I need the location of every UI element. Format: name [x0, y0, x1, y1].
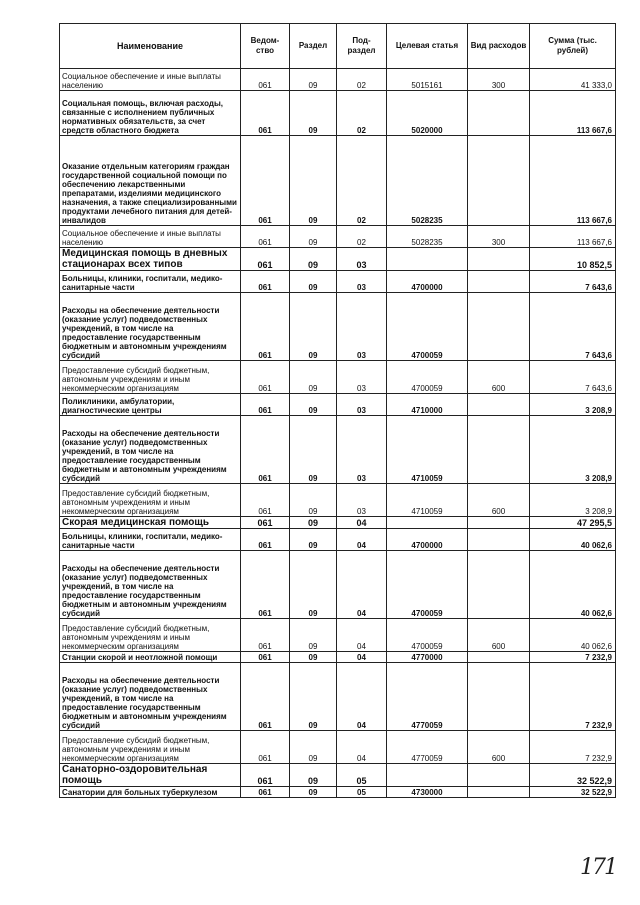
table-row — [60, 663, 616, 731]
cell-podrazdel: 02 — [337, 91, 387, 136]
cell-vid: 300 — [468, 226, 530, 248]
cell-name: Предоставление субсидий бюджетным, автономным учреждениям и иным некоммерческим организациям — [60, 619, 241, 652]
cell-cel — [387, 764, 468, 787]
cell-name: Расходы на обеспечение деятельности (оказание услуг) подведомственных учреждений, в том числе на предоставление государственным бюджетным и автономным учреждениям субсидий — [60, 663, 241, 731]
cell-vid: 600 — [468, 484, 530, 517]
cell-cel: 5015161 — [387, 69, 468, 91]
cell-name: Предоставление субсидий бюджетным, автономным учреждениям и иным некоммерческим организациям — [60, 484, 241, 517]
cell-vid — [468, 248, 530, 271]
cell-name: Расходы на обеспечение деятельности (оказание услуг) подведомственных учреждений, в том числе на предоставление государственным бюджетным и автономным учреждениям субсидий — [60, 293, 241, 361]
cell-ved: 061 — [241, 517, 290, 529]
cell-vid — [468, 517, 530, 529]
cell-name: Предоставление субсидий бюджетным, автономным учреждениям и иным некоммерческим организациям — [60, 361, 241, 394]
cell-razdel: 09 — [290, 361, 337, 394]
cell-vid — [468, 652, 530, 663]
cell-cel: 4700059 — [387, 293, 468, 361]
cell-summa: 40 062,6 — [530, 619, 616, 652]
cell-cel: 4700059 — [387, 361, 468, 394]
cell-ved: 061 — [241, 652, 290, 663]
cell-ved: 061 — [241, 69, 290, 91]
table-row — [60, 517, 616, 529]
cell-summa: 41 333,0 — [530, 69, 616, 91]
cell-podrazdel: 03 — [337, 293, 387, 361]
cell-podrazdel: 03 — [337, 271, 387, 293]
cell-ved: 061 — [241, 551, 290, 619]
table-row — [60, 271, 616, 293]
cell-cel: 5020000 — [387, 91, 468, 136]
cell-podrazdel: 03 — [337, 416, 387, 484]
cell-vid: 300 — [468, 69, 530, 91]
cell-summa: 3 208,9 — [530, 484, 616, 517]
cell-podrazdel: 03 — [337, 394, 387, 416]
cell-podrazdel: 04 — [337, 529, 387, 551]
cell-podrazdel: 05 — [337, 764, 387, 787]
cell-summa: 40 062,6 — [530, 529, 616, 551]
cell-vid — [468, 271, 530, 293]
cell-name: Санатории для больных туберкулезом — [60, 787, 241, 798]
cell-summa: 32 522,9 — [530, 787, 616, 798]
cell-vid — [468, 293, 530, 361]
cell-vid: 600 — [468, 731, 530, 764]
table-row — [60, 416, 616, 484]
cell-razdel: 09 — [290, 663, 337, 731]
cell-ved: 061 — [241, 136, 290, 226]
cell-name: Социальное обеспечение и иные выплаты населению — [60, 226, 241, 248]
cell-summa: 7 643,6 — [530, 271, 616, 293]
cell-name: Санаторно-оздоровительная помощь — [60, 764, 241, 787]
budget-table — [59, 23, 616, 798]
table-row — [60, 551, 616, 619]
cell-razdel: 09 — [290, 248, 337, 271]
cell-podrazdel: 04 — [337, 663, 387, 731]
cell-razdel: 09 — [290, 787, 337, 798]
cell-ved: 061 — [241, 248, 290, 271]
cell-cel: 4770059 — [387, 731, 468, 764]
cell-summa: 7 232,9 — [530, 652, 616, 663]
table-row — [60, 764, 616, 787]
cell-vid — [468, 663, 530, 731]
cell-name: Социальное обеспечение и иные выплаты населению — [60, 69, 241, 91]
table-row — [60, 226, 616, 248]
cell-razdel: 09 — [290, 91, 337, 136]
cell-vid — [468, 416, 530, 484]
table-row — [60, 484, 616, 517]
cell-razdel: 09 — [290, 226, 337, 248]
cell-summa: 7 232,9 — [530, 663, 616, 731]
cell-ved: 061 — [241, 764, 290, 787]
cell-cel: 4730000 — [387, 787, 468, 798]
cell-summa: 3 208,9 — [530, 394, 616, 416]
cell-cel — [387, 248, 468, 271]
cell-ved: 061 — [241, 394, 290, 416]
page-number: 171 — [580, 855, 616, 880]
cell-ved: 061 — [241, 731, 290, 764]
header-summa: Сумма (тыс. рублей) — [530, 24, 616, 69]
cell-cel: 4700000 — [387, 271, 468, 293]
cell-name: Станции скорой и неотложной помощи — [60, 652, 241, 663]
cell-vid — [468, 529, 530, 551]
table-row — [60, 619, 616, 652]
cell-ved: 061 — [241, 91, 290, 136]
cell-podrazdel: 02 — [337, 226, 387, 248]
cell-summa: 3 208,9 — [530, 416, 616, 484]
cell-razdel: 09 — [290, 529, 337, 551]
cell-name: Расходы на обеспечение деятельности (оказание услуг) подведомственных учреждений, в том числе на предоставление государственным бюджетным и автономным учреждениям субсидий — [60, 551, 241, 619]
cell-summa: 113 667,6 — [530, 136, 616, 226]
cell-razdel: 09 — [290, 619, 337, 652]
cell-ved: 061 — [241, 416, 290, 484]
cell-razdel: 09 — [290, 764, 337, 787]
cell-podrazdel: 04 — [337, 551, 387, 619]
header-razdel: Раздел — [290, 24, 337, 69]
cell-name: Больницы, клиники, госпитали, медико-санитарные части — [60, 271, 241, 293]
cell-podrazdel: 04 — [337, 731, 387, 764]
cell-vid — [468, 764, 530, 787]
table-row — [60, 787, 616, 798]
cell-cel: 4700000 — [387, 529, 468, 551]
cell-podrazdel: 02 — [337, 136, 387, 226]
cell-razdel: 09 — [290, 136, 337, 226]
cell-summa: 7 643,6 — [530, 361, 616, 394]
cell-vid — [468, 787, 530, 798]
cell-ved: 061 — [241, 293, 290, 361]
table-row — [60, 69, 616, 91]
cell-cel: 5028235 — [387, 136, 468, 226]
cell-cel: 4710059 — [387, 416, 468, 484]
cell-vid — [468, 136, 530, 226]
cell-ved: 061 — [241, 271, 290, 293]
cell-summa: 113 667,6 — [530, 226, 616, 248]
table-row — [60, 293, 616, 361]
cell-razdel: 09 — [290, 652, 337, 663]
cell-podrazdel: 04 — [337, 517, 387, 529]
table-row — [60, 361, 616, 394]
cell-ved: 061 — [241, 226, 290, 248]
cell-cel: 4710059 — [387, 484, 468, 517]
header-ved: Ведом-ство — [241, 24, 290, 69]
cell-vid — [468, 394, 530, 416]
cell-razdel: 09 — [290, 271, 337, 293]
cell-summa: 10 852,5 — [530, 248, 616, 271]
cell-razdel: 09 — [290, 517, 337, 529]
cell-podrazdel: 03 — [337, 361, 387, 394]
cell-summa: 40 062,6 — [530, 551, 616, 619]
cell-summa: 47 295,5 — [530, 517, 616, 529]
table-row — [60, 91, 616, 136]
cell-razdel: 09 — [290, 551, 337, 619]
cell-summa: 32 522,9 — [530, 764, 616, 787]
cell-name: Расходы на обеспечение деятельности (оказание услуг) подведомственных учреждений, в том числе на предоставление государственным бюджетным и автономным учреждениям субсидий — [60, 416, 241, 484]
cell-cel: 5028235 — [387, 226, 468, 248]
cell-name: Предоставление субсидий бюджетным, автономным учреждениям и иным некоммерческим организациям — [60, 731, 241, 764]
header-name: Наименование — [60, 24, 241, 69]
header-vid: Вид расходов — [468, 24, 530, 69]
cell-name: Социальная помощь, включая расходы, связанные с исполнением публичных нормативных обязательств, за счет средств областного бюджета — [60, 91, 241, 136]
cell-summa: 7 643,6 — [530, 293, 616, 361]
cell-ved: 061 — [241, 663, 290, 731]
cell-cel: 4710000 — [387, 394, 468, 416]
cell-name: Оказание отдельным категориям граждан государственной социальной помощи по обеспечению лекарственными препаратами, изделиями медицинского назначения, а также специализированными продуктами лечебного питания для детей-инвалидов — [60, 136, 241, 226]
cell-cel: 4770000 — [387, 652, 468, 663]
cell-ved: 061 — [241, 787, 290, 798]
cell-ved: 061 — [241, 361, 290, 394]
cell-name: Поликлиники, амбулатории, диагностические центры — [60, 394, 241, 416]
header-podrazdel: Под-раздел — [337, 24, 387, 69]
cell-podrazdel: 03 — [337, 484, 387, 517]
table-row — [60, 529, 616, 551]
cell-vid: 600 — [468, 361, 530, 394]
cell-vid: 600 — [468, 619, 530, 652]
cell-razdel: 09 — [290, 484, 337, 517]
cell-razdel: 09 — [290, 69, 337, 91]
cell-podrazdel: 04 — [337, 652, 387, 663]
cell-ved: 061 — [241, 484, 290, 517]
table-body — [60, 69, 616, 798]
table-row — [60, 652, 616, 663]
cell-cel — [387, 517, 468, 529]
cell-razdel: 09 — [290, 416, 337, 484]
cell-name: Скорая медицинская помощь — [60, 517, 241, 529]
cell-cel: 4700059 — [387, 551, 468, 619]
table-header-row — [60, 24, 616, 69]
cell-vid — [468, 91, 530, 136]
cell-razdel: 09 — [290, 394, 337, 416]
cell-name: Медицинская помощь в дневных стационарах всех типов — [60, 248, 241, 271]
cell-summa: 7 232,9 — [530, 731, 616, 764]
cell-podrazdel: 05 — [337, 787, 387, 798]
cell-ved: 061 — [241, 619, 290, 652]
cell-name: Больницы, клиники, госпитали, медико-санитарные части — [60, 529, 241, 551]
table-row — [60, 248, 616, 271]
cell-podrazdel: 04 — [337, 619, 387, 652]
cell-razdel: 09 — [290, 731, 337, 764]
cell-podrazdel: 03 — [337, 248, 387, 271]
table-row — [60, 394, 616, 416]
cell-cel: 4700059 — [387, 619, 468, 652]
cell-cel: 4770059 — [387, 663, 468, 731]
cell-summa: 113 667,6 — [530, 91, 616, 136]
cell-vid — [468, 551, 530, 619]
cell-podrazdel: 02 — [337, 69, 387, 91]
header-cel: Целевая статья — [387, 24, 468, 69]
cell-razdel: 09 — [290, 293, 337, 361]
table-row — [60, 136, 616, 226]
cell-ved: 061 — [241, 529, 290, 551]
table-row — [60, 731, 616, 764]
